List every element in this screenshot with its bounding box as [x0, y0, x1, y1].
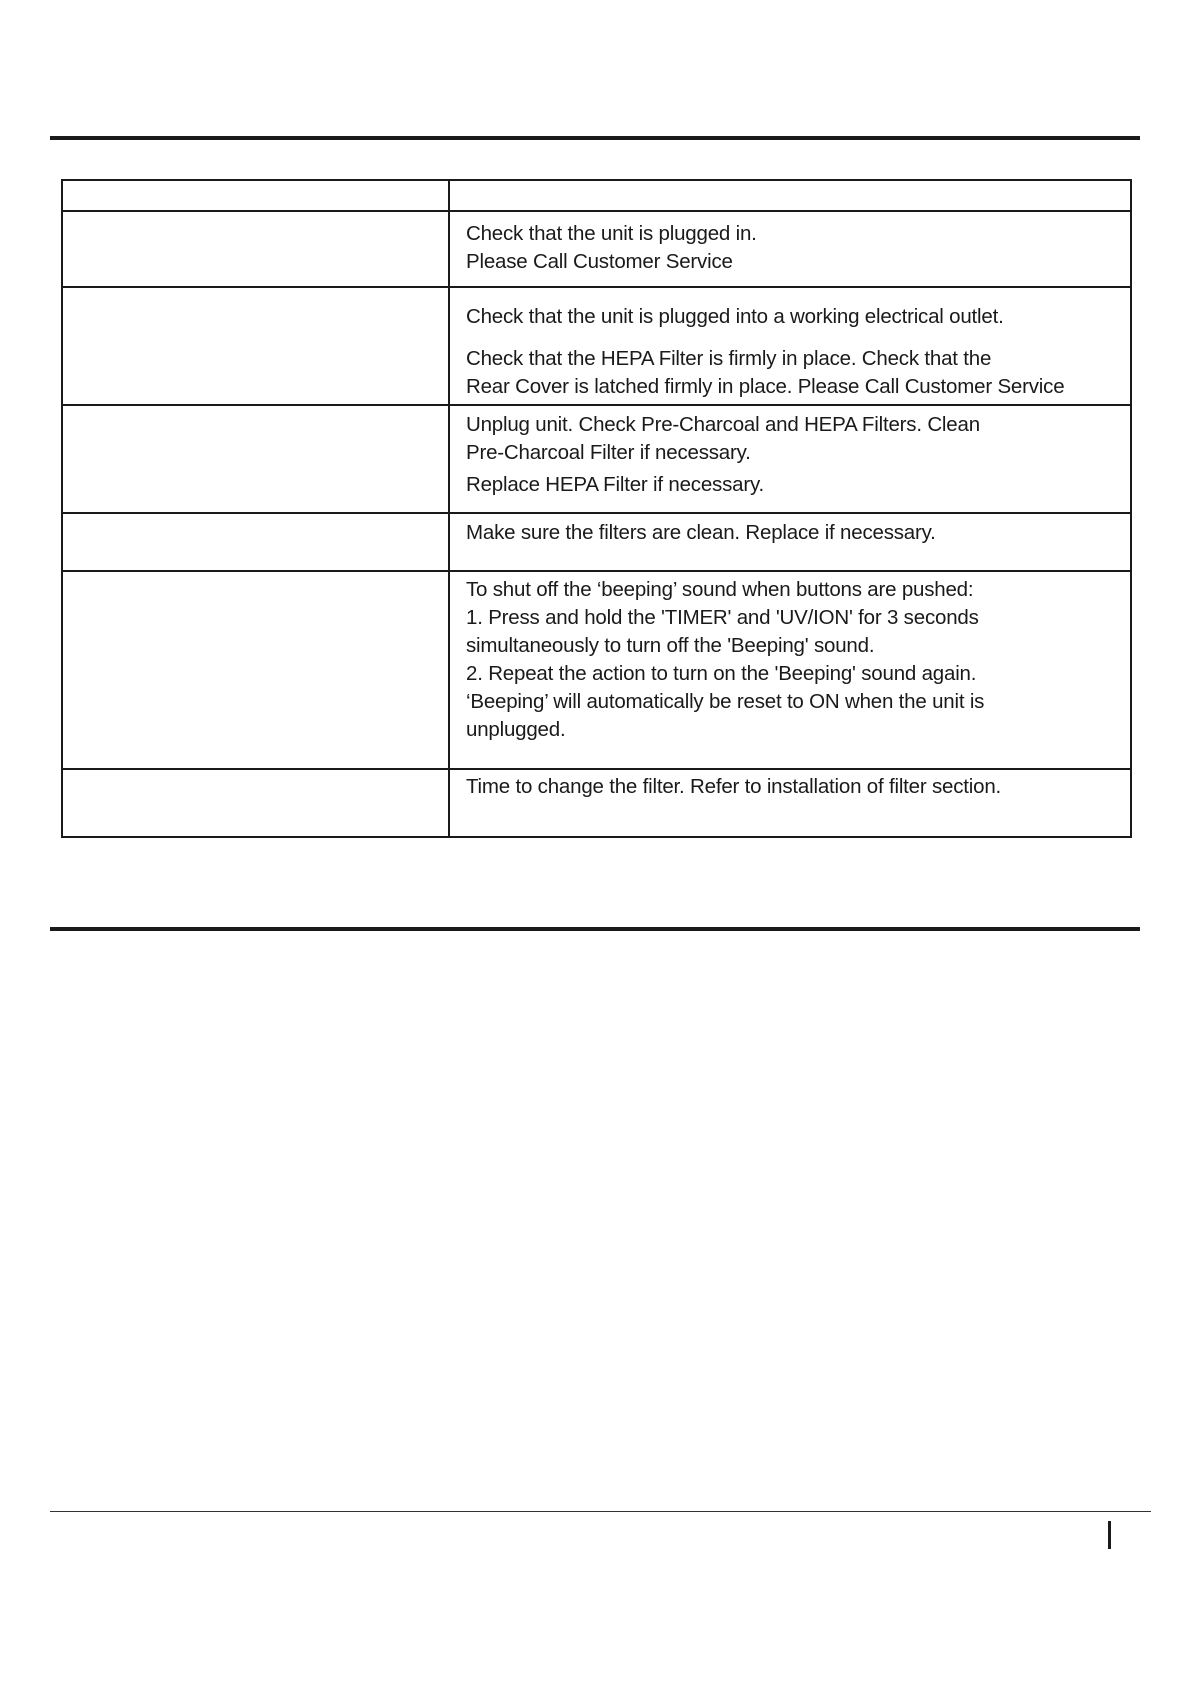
solution-cell [449, 405, 1131, 513]
solution-cell [449, 513, 1131, 571]
problem-cell [62, 571, 449, 769]
solution-line: Check that the HEPA Filter is firmly in place. Check that the [466, 347, 992, 370]
solution-line: Check that the unit is plugged into a working electrical outlet. [466, 305, 1004, 328]
solution-line: 1. Press and hold the 'TIMER' and 'UV/ION' for 3 seconds [466, 606, 979, 629]
troubleshooting-table [61, 179, 1132, 838]
table-row [62, 513, 1131, 571]
solution-line: ‘Beeping’ will automatically be reset to ON when the unit is [466, 690, 985, 713]
solution-cell [449, 769, 1131, 837]
problem-cell [62, 769, 449, 837]
solution-line: Check that the unit is plugged in. [466, 222, 757, 245]
page-number-bar [1108, 1521, 1111, 1549]
solution-cell [449, 571, 1131, 769]
top-divider [50, 136, 1140, 140]
solution-line: Time to change the filter. Refer to installation of filter section. [466, 775, 1002, 798]
section-divider [50, 927, 1140, 931]
table-row [62, 211, 1131, 287]
table-header-row [62, 180, 1131, 211]
solution-line: Please Call Customer Service [466, 250, 733, 273]
table-row [62, 571, 1131, 769]
problem-cell [62, 405, 449, 513]
solution-line: Pre-Charcoal Filter if necessary. [466, 441, 751, 464]
solution-line: Rear Cover is latched firmly in place. Please Call Customer Service [466, 375, 1065, 398]
problem-cell [62, 211, 449, 287]
table-row [62, 287, 1131, 405]
solution-line: 2. Repeat the action to turn on the 'Beeping' sound again. [466, 662, 977, 685]
problem-header-cell [62, 180, 449, 211]
problem-cell [62, 513, 449, 571]
footer-rule [50, 1511, 1151, 1512]
solution-line: simultaneously to turn off the 'Beeping' sound. [466, 634, 875, 657]
solution-cell [449, 211, 1131, 287]
solution-header-cell [449, 180, 1131, 211]
solution-line: To shut off the ‘beeping’ sound when buttons are pushed: [466, 578, 974, 601]
table-row [62, 405, 1131, 513]
solution-line: Replace HEPA Filter if necessary. [466, 473, 764, 496]
solution-line: unplugged. [466, 718, 566, 741]
table-row [62, 769, 1131, 837]
problem-cell [62, 287, 449, 405]
solution-line: Unplug unit. Check Pre-Charcoal and HEPA Filters. Clean [466, 413, 980, 436]
solution-line: Make sure the filters are clean. Replace if necessary. [466, 521, 936, 544]
solution-cell [449, 287, 1131, 405]
